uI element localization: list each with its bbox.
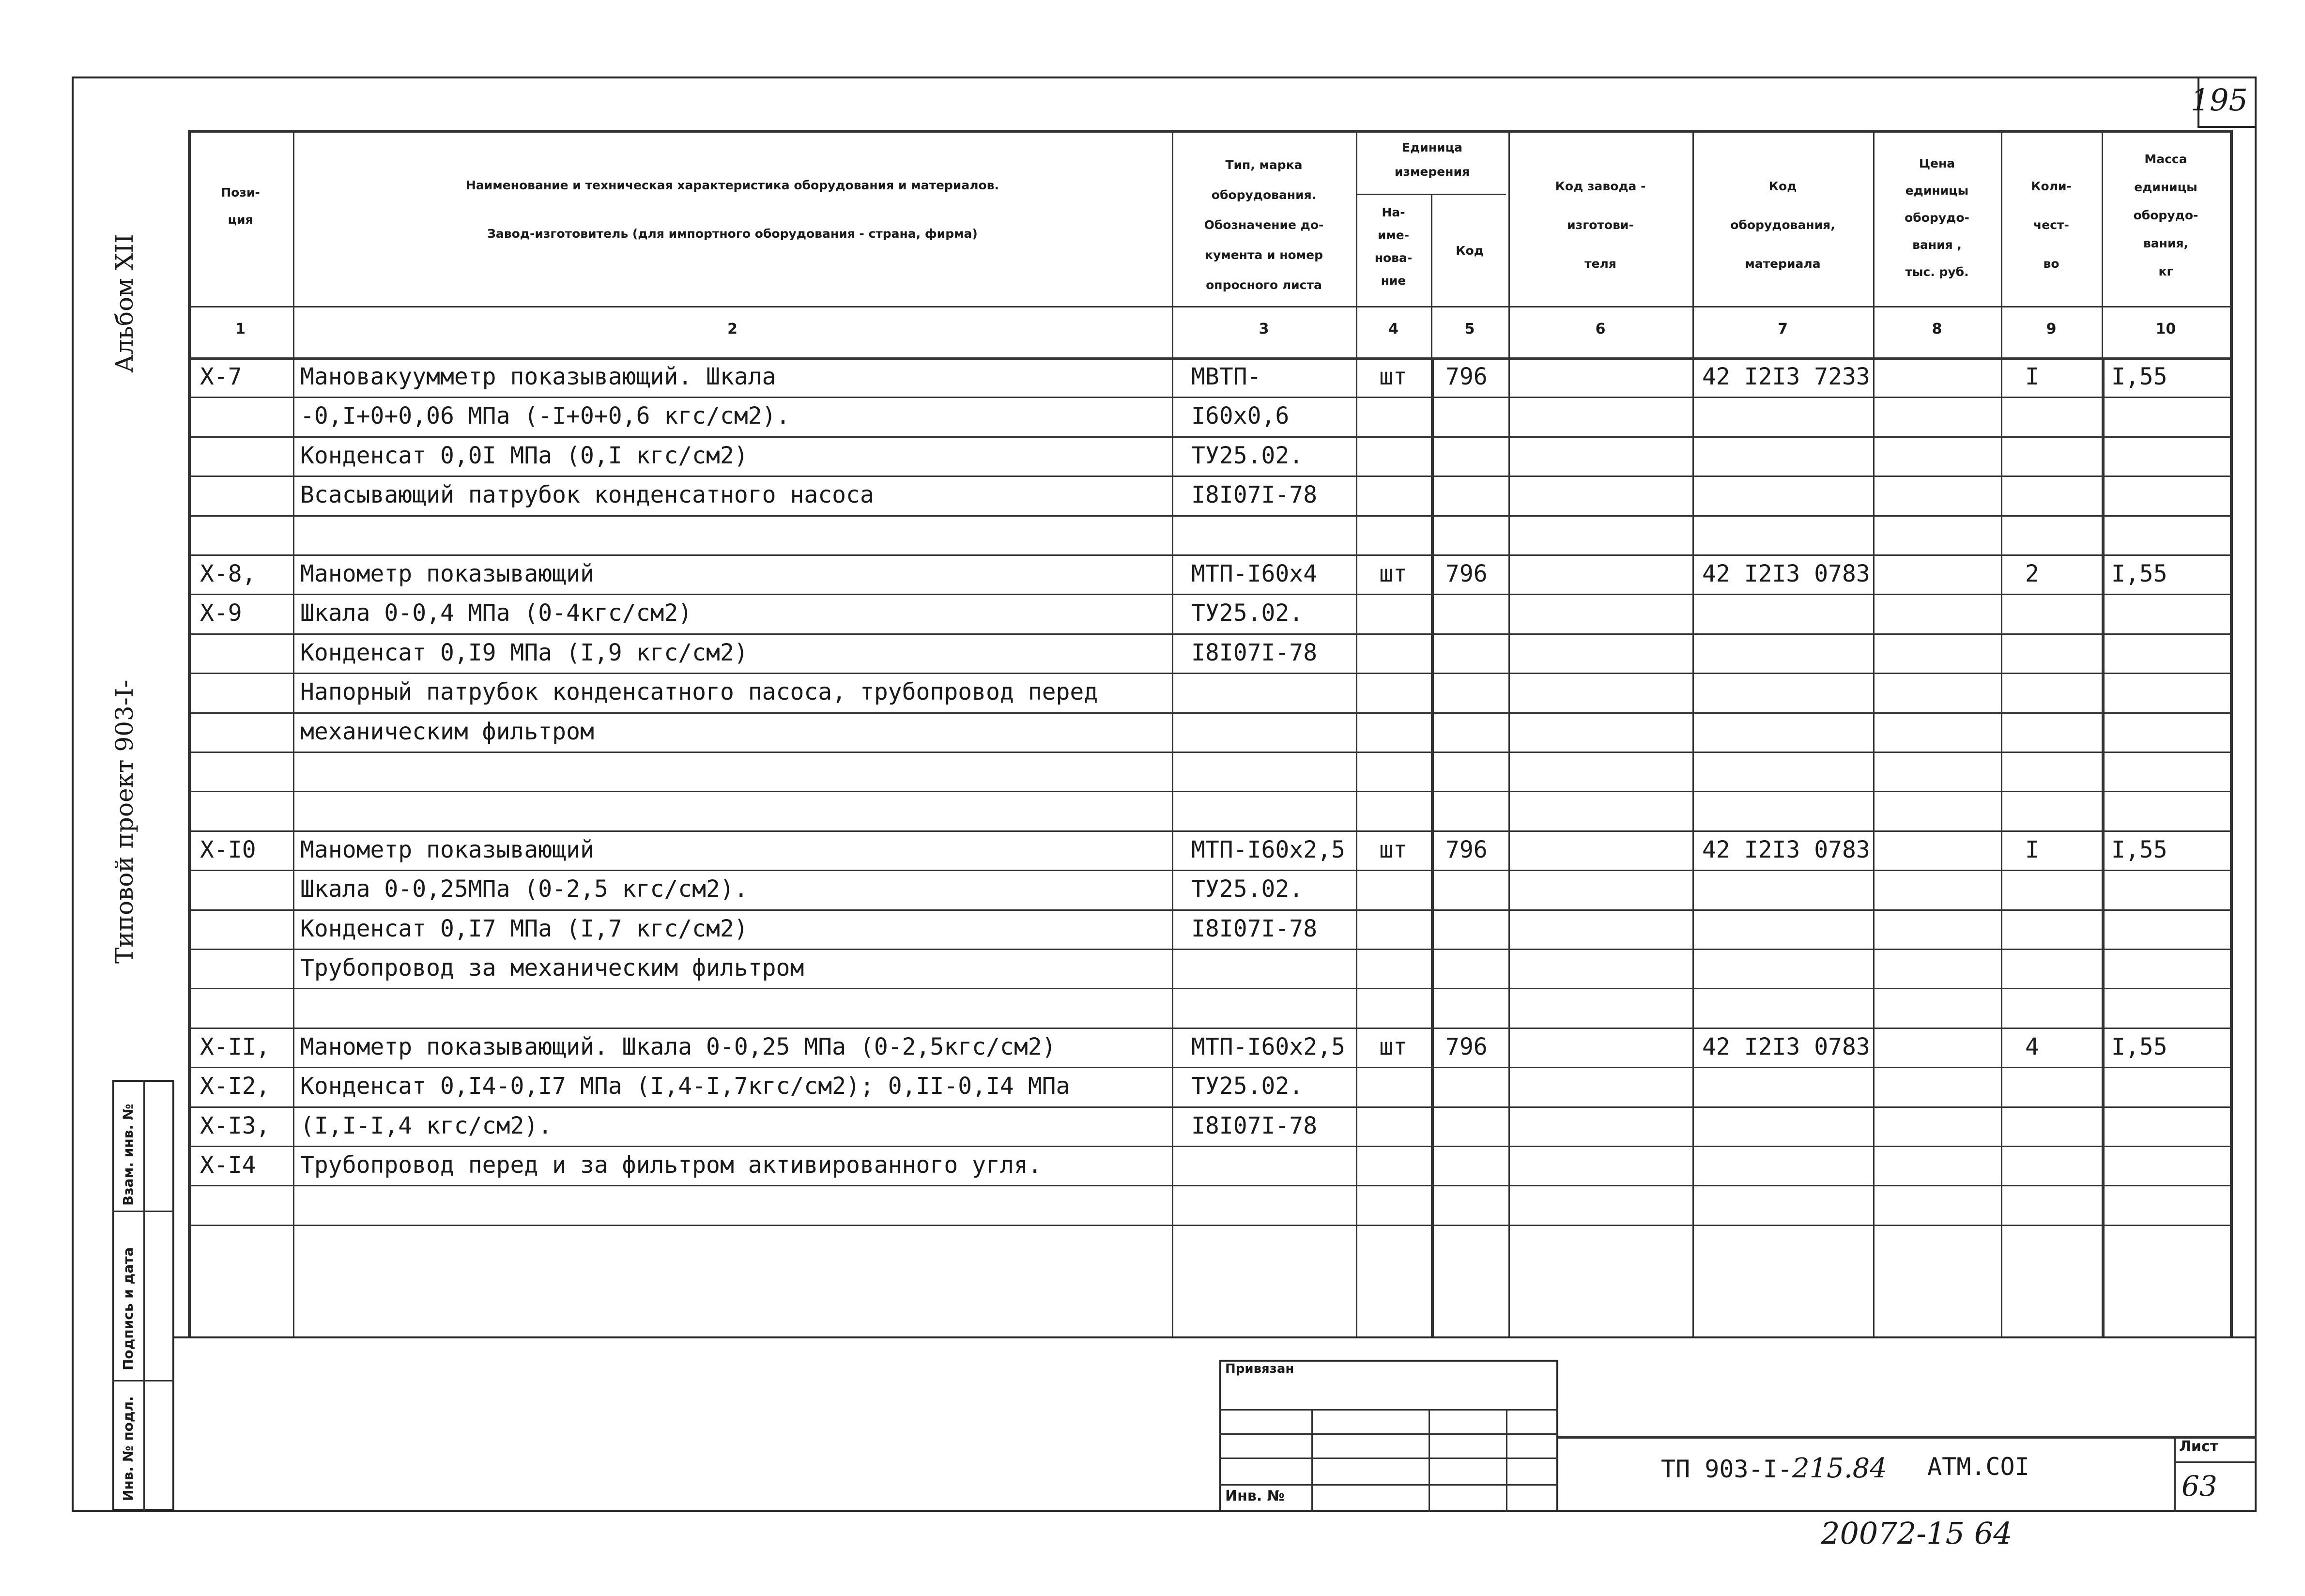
row-quantity: I (2025, 836, 2039, 863)
stamp-inv-original: Инв. № подл. (120, 1396, 136, 1501)
header-plant-code: изготови- (1567, 218, 1634, 232)
row-unit: шт (1379, 836, 1407, 863)
title-block (174, 1336, 2257, 1514)
header-material-code: материала (1745, 257, 1821, 271)
doc-prefix: ТП 903-I- (1661, 1455, 1792, 1483)
row-name: Манометр показывающий (300, 560, 594, 587)
column-number: 8 (1932, 321, 1942, 338)
row-type: I8I07I-78 (1191, 1112, 1318, 1139)
row-quantity: 2 (2025, 560, 2039, 587)
row-name: Конденсат 0,I4-0,I7 МПа (I,4-I,7кгс/см2); 0,II-0,I4 МПа (300, 1073, 1070, 1100)
row-material-code: 42 I2I3 0783 (1702, 560, 1870, 587)
doc-handwritten: 215.84 (1792, 1453, 1887, 1484)
row-mass: I,55 (2111, 363, 2167, 390)
row-name: Конденсат 0,I9 МПа (I,9 кгс/см2) (300, 639, 748, 666)
row-unit-code: 796 (1445, 363, 1488, 390)
album-label: Альбом XII (110, 234, 138, 373)
header-position: ция (228, 213, 253, 227)
row-position: X-I2, (200, 1073, 270, 1100)
header-unit-code: Код (1456, 244, 1484, 258)
row-type: ТУ25.02. (1191, 599, 1304, 627)
row-material-code: 42 I2I3 7233 (1702, 363, 1870, 390)
column-number: 4 (1388, 321, 1398, 338)
row-name: Напорный патрубок конденсатного пасоса, трубопровод перед (300, 678, 1098, 706)
row-position: X-9 (200, 599, 242, 627)
column-number: 10 (2155, 321, 2176, 338)
header-material-code: оборудования, (1730, 218, 1835, 232)
row-name: -0,I+0+0,06 МПа (-I+0+0,6 кгс/см2). (300, 402, 790, 430)
document-number (1661, 1453, 1887, 1484)
header-plant-code: Код завода - (1555, 179, 1646, 193)
column-number: 5 (1464, 321, 1475, 338)
header-mass: кг (2158, 264, 2173, 278)
header-name-line1: Наименование и техническая характеристика оборудования и материалов. (465, 178, 999, 192)
header-unit: измерения (1394, 165, 1470, 179)
row-position: X-I3, (200, 1112, 270, 1139)
row-type: I8I07I-78 (1191, 639, 1318, 666)
row-mass: I,55 (2111, 1033, 2167, 1060)
row-type: МТП-I60х2,5 (1191, 1033, 1345, 1060)
attached-label: Привязан (1225, 1362, 1294, 1376)
sheet-number: 63 (2182, 1470, 2217, 1503)
row-name: (I,I-I,4 кгс/см2). (300, 1112, 553, 1139)
column-number: 6 (1595, 321, 1606, 338)
row-name: механическим фильтром (300, 718, 594, 745)
sheet-label: Лист (2179, 1438, 2219, 1455)
header-price: тыс. руб. (1905, 265, 1969, 279)
project-label: Типовой проект 903-I- (110, 679, 138, 964)
row-unit: шт (1379, 1033, 1407, 1060)
row-position: X-7 (200, 363, 242, 390)
row-type: ТУ25.02. (1191, 875, 1304, 903)
header-price: Цена (1919, 156, 1955, 170)
header-material-code: Код (1768, 179, 1797, 193)
row-quantity: 4 (2025, 1033, 2039, 1060)
row-position: X-I4 (200, 1151, 256, 1179)
stamp-signature-date: Подпись и дата (120, 1247, 136, 1370)
header-type: опросного листа (1206, 278, 1322, 292)
row-type: ТУ25.02. (1191, 442, 1304, 469)
row-type: МТП-I60х2,5 (1191, 836, 1345, 863)
header-type: оборудования. (1211, 188, 1317, 202)
row-name: Шкала 0-0,25МПа (0-2,5 кгс/см2). (300, 875, 748, 903)
header-mass: оборудо- (2133, 208, 2198, 222)
stamp-replace-inv: Взам. инв. № (120, 1104, 136, 1206)
header-name-line2: Завод-изготовитель (для импортного оборудования - страна, фирма) (487, 227, 978, 241)
header-position: Пози- (221, 185, 260, 200)
row-name: Манометр показывающий (300, 836, 594, 863)
row-material-code: 42 I2I3 0783 (1702, 836, 1870, 863)
header-type: кумента и номер (1205, 248, 1323, 262)
row-unit: шт (1379, 560, 1407, 587)
header-quantity: Коли- (2031, 179, 2072, 193)
header-quantity: чест- (2033, 218, 2069, 232)
row-name: Всасывающий патрубок конденсатного насоса (300, 481, 874, 509)
column-number: 1 (235, 321, 246, 338)
header-plant-code: теля (1584, 257, 1616, 271)
row-type: ТУ25.02. (1191, 1073, 1304, 1100)
row-material-code: 42 I2I3 0783 (1702, 1033, 1870, 1060)
row-unit-code: 796 (1445, 1033, 1488, 1060)
row-mass: I,55 (2111, 560, 2167, 587)
header-unit-name: нова- (1374, 251, 1413, 265)
column-number: 7 (1778, 321, 1788, 338)
header-type: Тип, марка (1225, 158, 1303, 172)
header-quantity: во (2043, 257, 2059, 271)
footer-note: 20072-15 64 (1821, 1516, 2013, 1551)
row-name: Конденсат 0,I7 МПа (I,7 кгс/см2) (300, 915, 748, 942)
header-price: единицы (1905, 184, 1969, 198)
row-name: Манометр показывающий. Шкала 0-0,25 МПа (0-2,5кгс/см2) (300, 1033, 1056, 1060)
row-unit-code: 796 (1445, 836, 1488, 863)
row-position: X-I0 (200, 836, 256, 863)
header-unit-name: На- (1382, 205, 1405, 219)
header-price: оборудо- (1905, 211, 1969, 225)
row-name: Трубопровод перед и за фильтром активированного угля. (300, 1151, 1042, 1179)
row-position: X-8, (200, 560, 256, 587)
header-unit: Единица (1402, 140, 1462, 154)
header-mass: Масса (2144, 152, 2187, 166)
header-mass: единицы (2134, 180, 2197, 194)
row-name: Трубопровод за механическим фильтром (300, 954, 804, 982)
column-number: 2 (727, 321, 738, 338)
row-position: X-II, (200, 1033, 270, 1060)
row-type: МТП-I60х4 (1191, 560, 1318, 587)
header-unit-name: ние (1381, 274, 1406, 288)
row-name: Конденсат 0,0I МПа (0,I кгс/см2) (300, 442, 748, 469)
page-number: 195 (2190, 82, 2248, 118)
row-name: Шкала 0-0,4 МПа (0-4кгс/см2) (300, 599, 692, 627)
row-name: Мановакуумметр показывающий. Шкала (300, 363, 776, 390)
header-price: вания , (1912, 238, 1962, 252)
row-type: I60х0,6 (1191, 402, 1290, 430)
row-type: МВТП- (1191, 363, 1261, 390)
header-mass: вания, (2143, 236, 2189, 250)
row-unit-code: 796 (1445, 560, 1488, 587)
column-number: 3 (1259, 321, 1269, 338)
column-number: 9 (2046, 321, 2057, 338)
header-unit-name: име- (1377, 228, 1410, 242)
header-type: Обозначение до- (1204, 218, 1324, 232)
inventory-number-label: Инв. № (1225, 1488, 1285, 1504)
row-unit: шт (1379, 363, 1407, 390)
row-type: I8I07I-78 (1191, 481, 1318, 509)
row-quantity: I (2025, 363, 2039, 390)
row-mass: I,55 (2111, 836, 2167, 863)
document-code: АТМ.СОI (1927, 1453, 2029, 1481)
row-type: I8I07I-78 (1191, 915, 1318, 942)
